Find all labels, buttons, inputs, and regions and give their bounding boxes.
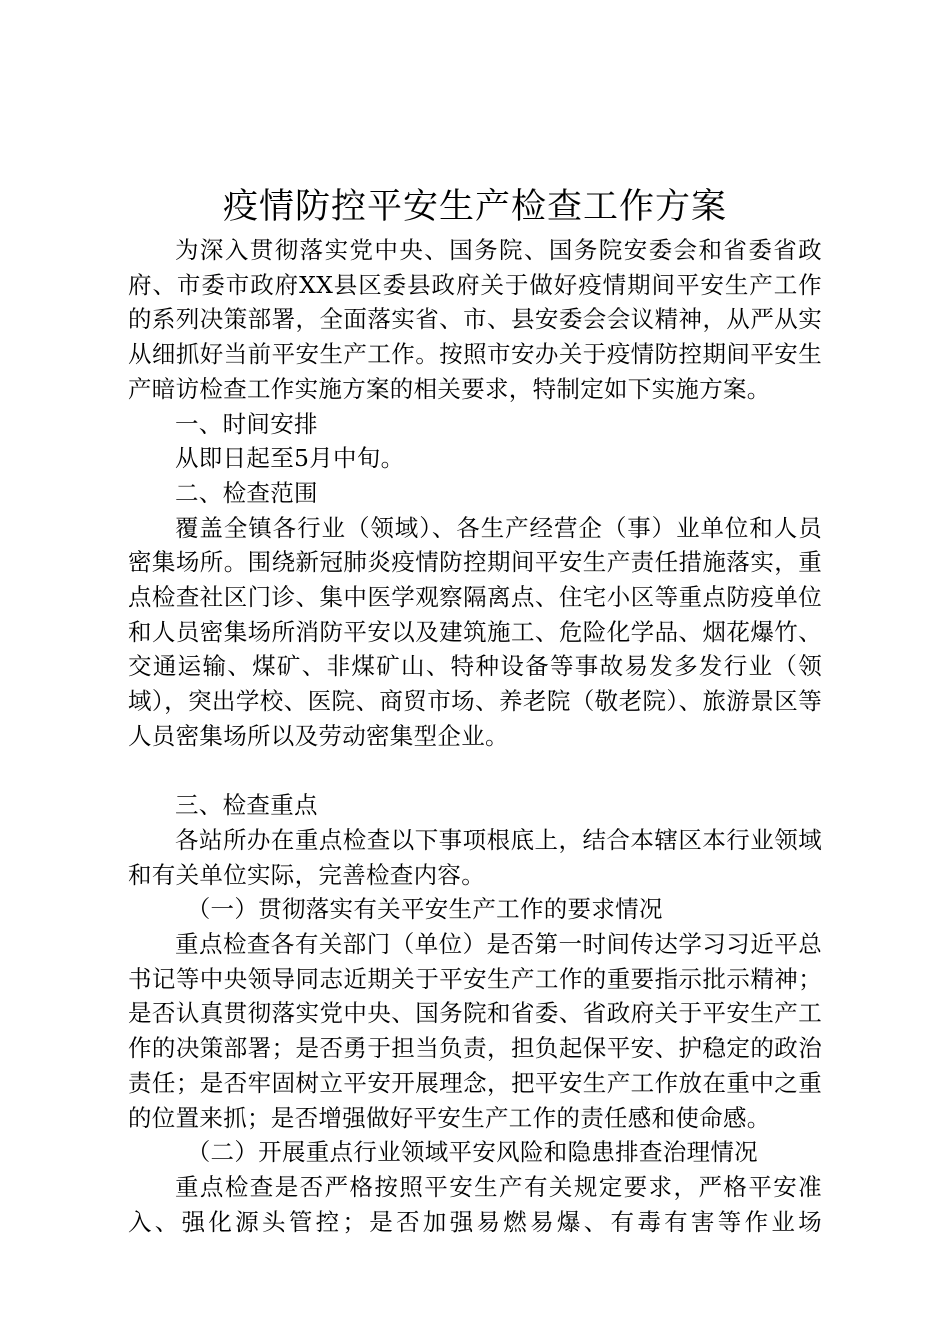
section-body-focus: 各站所办在重点检查以下事项根底上，结合本辖区本行业领域和有关单位实际，完善检查内容。 [128, 825, 822, 889]
subsection-heading-2: （二）开展重点行业领域平安风险和隐患排查治理情况 [186, 1138, 758, 1167]
document-title: 疫情防控平安生产检查工作方案 [222, 187, 727, 227]
section-body-time: 从即日起至5月中旬。 [175, 444, 405, 473]
document-page [128, 183, 822, 1239]
subsection-body-2: 重点检查是否严格按照平安生产有关规定要求，严格平安准入、强化源头管控；是否加强易燃易爆、有毒有害等作业场 [128, 1172, 822, 1236]
section-heading-time: 一、时间安排 [175, 409, 318, 438]
blank-line [128, 754, 822, 789]
section-heading-scope: 二、检查范围 [175, 478, 318, 507]
section-body-scope: 覆盖全镇各行业（领域）、各生产经营企（事）业单位和人员密集场所。围绕新冠肺炎疫情防控期间平安生产责任措施落实，重点检查社区门诊、集中医学观察隔离点、住宅小区等重点防疫单位和人员密集场所消防平安以及建筑施工、危险化学品、烟花爆竹、交通运输、煤矿、非煤矿山、特种设备等事故易发多发行业（领域），突出学校、医院、商贸市场、养老院（敬老院）、旅游景区等人员密集场所以及劳动密集型企业。 [128, 513, 822, 750]
subsection-body-1: 重点检查各有关部门（单位）是否第一时间传达学习习近平总书记等中央领导同志近期关于平安生产工作的重要指示批示精神；是否认真贯彻落实党中央、国务院和省委、省政府关于平安生产工作的决策部署；是否勇于担当负责，担负起保平安、护稳定的政治责任；是否牢固树立平安开展理念，把平安生产工作放在重中之重的位置来抓；是否增强做好平安生产工作的责任感和使命感。 [128, 930, 822, 1132]
subsection-heading-1: （一）贯彻落实有关平安生产工作的要求情况 [186, 895, 663, 924]
intro-paragraph: 为深入贯彻落实党中央、国务院、国务院安委会和省委省政府、市委市政府XX县区委县政府关于做好疫情期间平安生产工作的系列决策部署，全面落实省、市、县安委会会议精神，从严从实从细抓好当前平安生产工作。按照市安办关于疫情防控期间平安生产暗访检查工作实施方案的相关要求，特制定如下实施方案。 [128, 236, 822, 403]
section-heading-focus: 三、检查重点 [175, 791, 318, 820]
